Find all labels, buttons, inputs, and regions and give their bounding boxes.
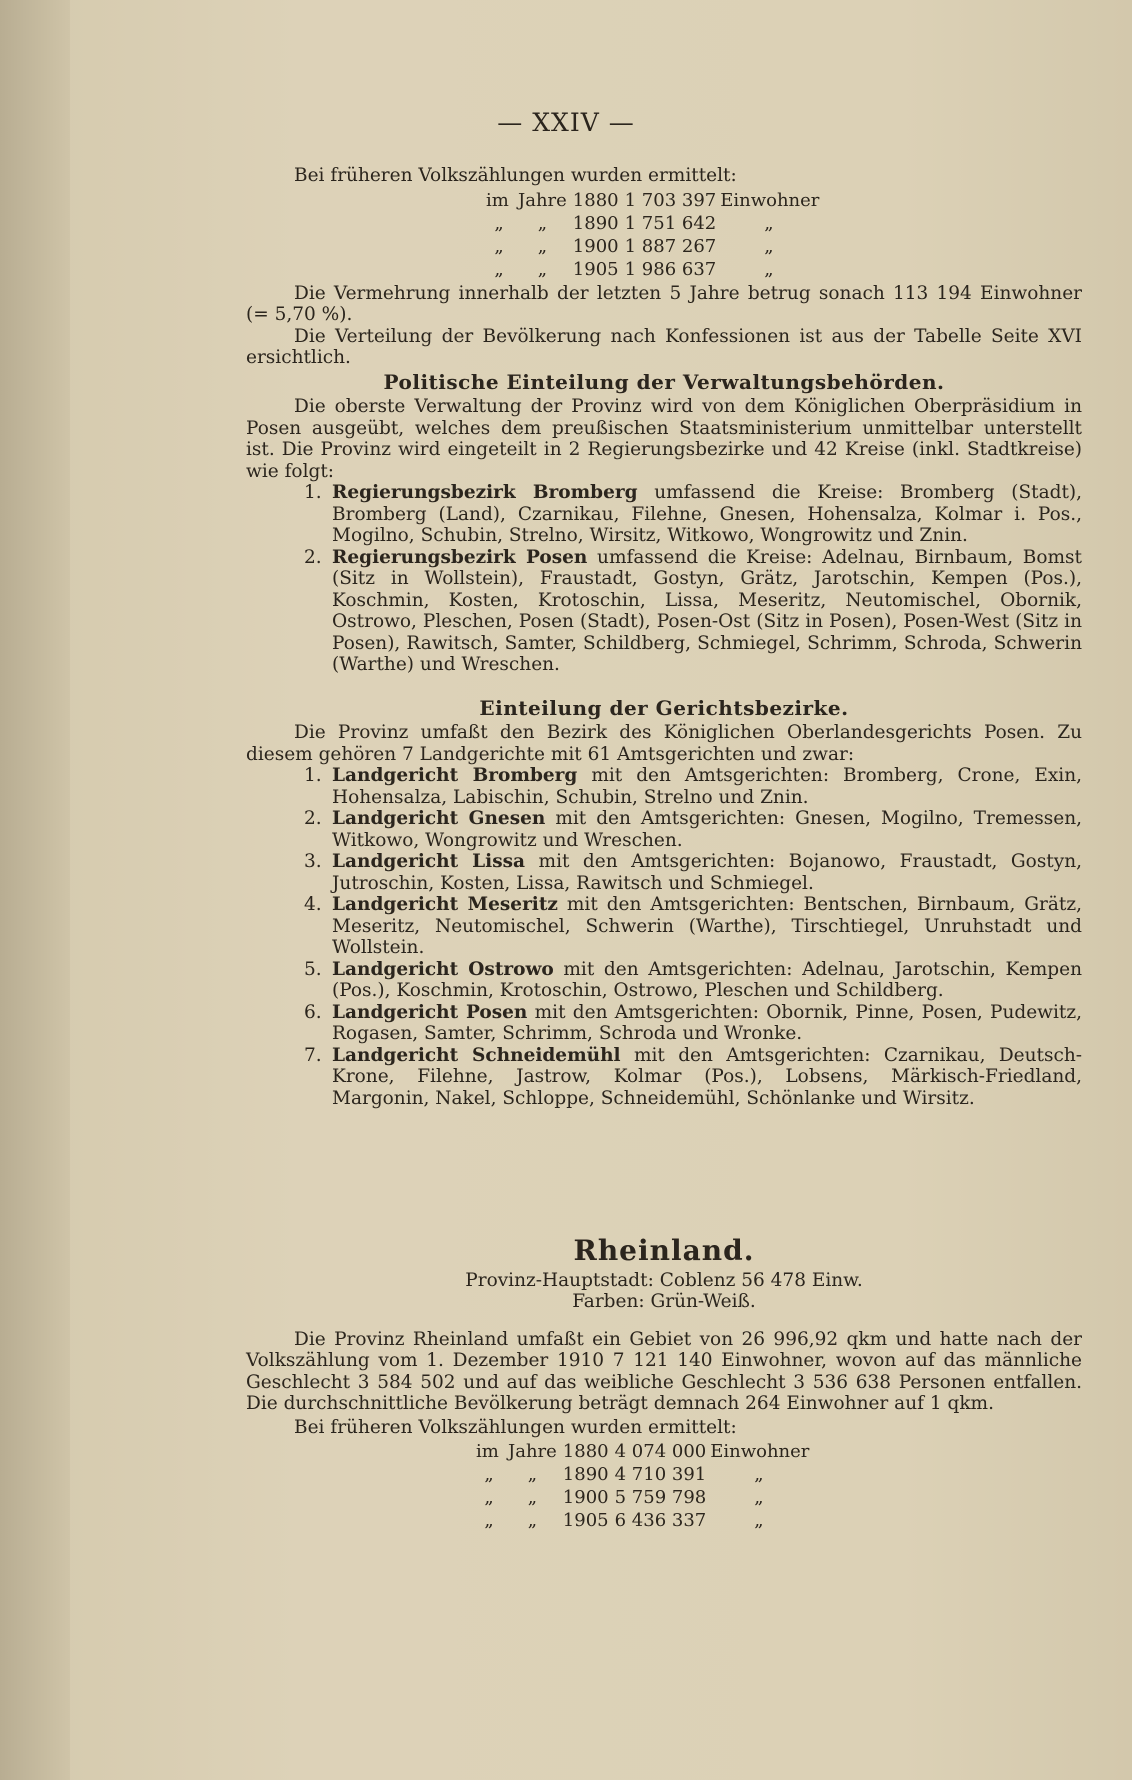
page-number: — XXIV — xyxy=(497,108,635,137)
census-prefix: im xyxy=(486,189,509,211)
census-row xyxy=(476,1463,815,1486)
list-number: 7. xyxy=(304,1044,322,1066)
court-name: Landgericht Ostrowo xyxy=(332,958,554,980)
posen-census-table xyxy=(486,189,825,281)
census-year: 1905 xyxy=(572,258,619,280)
census-value: 4 710 391 xyxy=(614,1464,707,1485)
census-unit: Einwohner xyxy=(710,1441,810,1462)
census-value: 1 751 642 xyxy=(624,212,717,234)
census-row xyxy=(486,258,825,281)
court-text: mit den Amtsgerichten: Bojanowo, Fraustadt, Gostyn, Jutroschin, Kosten, Lissa, Rawitsch und Schmiegel. xyxy=(332,851,1082,894)
posen-confessions: Die Verteilung der Bevölkerung nach Konfessionen ist aus der Tabelle Seite XVI ersichtlich. xyxy=(246,325,1082,368)
rheinland-section xyxy=(246,1234,1082,1534)
district-name: Regierungsbezirk Posen xyxy=(332,546,588,568)
census-unit: „ xyxy=(754,1487,764,1508)
rheinland-census-table xyxy=(476,1440,815,1532)
census-value: 5 759 798 xyxy=(614,1487,707,1508)
court-text: mit den Amtsgerichten: Czarnikau, Deutsch-Krone, Filehne, Jastrow, Kolmar (Pos.), Lobsens, Märkisch-Friedland, Margonin, Nakel, Schloppe, Schneidemühl, Schönlanke und Wirsitz. xyxy=(332,1044,1082,1109)
court-list-item xyxy=(246,851,1082,894)
census-year: 1880 xyxy=(572,189,619,211)
court-list-item xyxy=(246,808,1082,851)
court-list-item xyxy=(246,1045,1082,1110)
list-number: 1. xyxy=(304,482,322,503)
list-number: 6. xyxy=(304,1001,322,1023)
census-prefix: „ xyxy=(494,212,504,234)
court-text: mit den Amtsgerichten: Adelnau, Jarotschin, Kempen (Pos.), Koschmin, Krotoschin, Ostrowo, Pleschen und Schildberg. xyxy=(332,958,1082,1001)
court-name: Landgericht Bromberg xyxy=(332,765,578,786)
census-unit: „ xyxy=(764,258,774,280)
census-unit: Einwohner xyxy=(720,189,820,211)
posen-section xyxy=(246,165,1082,1109)
admin-list xyxy=(246,482,1082,676)
court-list-item xyxy=(246,894,1082,959)
court-list-item xyxy=(246,1002,1082,1045)
census-unit: „ xyxy=(764,212,774,234)
census-prefix: „ xyxy=(494,258,504,280)
census-prefix: „ xyxy=(484,1510,494,1531)
census-row xyxy=(486,235,825,258)
admin-heading: Politische Einteilung der Verwaltungsbehörden. xyxy=(383,369,945,394)
rheinland-heading: Rheinland. xyxy=(573,1234,755,1267)
census-value: 1 887 267 xyxy=(624,235,717,257)
census-value: 1 986 637 xyxy=(624,258,717,280)
court-heading: Einteilung der Gerichtsbezirke. xyxy=(479,695,849,720)
court-list xyxy=(246,765,1082,1109)
court-name: Landgericht Gnesen xyxy=(332,808,546,829)
census-row xyxy=(486,212,825,235)
list-number: 3. xyxy=(304,851,322,872)
census-prefix: „ xyxy=(527,1487,538,1508)
census-value: 6 436 337 xyxy=(614,1510,707,1531)
census-prefix: „ xyxy=(484,1487,494,1508)
court-name: Landgericht Schneidemühl xyxy=(332,1044,621,1066)
court-name: Landgericht Posen xyxy=(332,1001,528,1023)
census-prefix: im xyxy=(476,1441,499,1462)
census-unit: „ xyxy=(764,235,774,257)
court-text: mit den Amtsgerichten: Gnesen, Mogilno, Tremessen, Witkowo, Wongrowitz und Wreschen. xyxy=(332,808,1082,851)
census-prefix: „ xyxy=(537,235,548,257)
posen-increase: Die Vermehrung innerhalb der letzten 5 Jahre betrug sonach 113 194 Einwohner (= 5,70 %). xyxy=(246,282,1082,325)
census-row xyxy=(476,1486,815,1509)
census-prefix: „ xyxy=(484,1464,494,1485)
rheinland-intro: Die Provinz Rheinland umfaßt ein Gebiet von 26 996,92 qkm und hatte nach der Volkszählung vom 1. Dezember 1910 7 121 140 Einwohner, wovon auf das männliche Geschlecht 3 584 502 und auf das weibliche Geschlecht 3 536 638 Personen entfallen. Die durchschnittliche Bevölkerung beträgt demnach 264 Einwohner auf 1 qkm. xyxy=(246,1328,1082,1414)
census-value: 4 074 000 xyxy=(614,1441,707,1462)
list-number: 4. xyxy=(304,894,322,915)
rheinland-colors: Farben: Grün-Weiß. xyxy=(572,1291,756,1312)
census-year: 1890 xyxy=(562,1464,609,1485)
census-prefix: Jahre xyxy=(518,189,567,211)
rheinland-census-intro: Bei früheren Volkszählungen wurden ermittelt: xyxy=(294,1416,737,1438)
census-year: 1905 xyxy=(562,1510,609,1531)
district-name: Regierungsbezirk Bromberg xyxy=(332,482,638,503)
list-number: 1. xyxy=(304,765,322,786)
court-text: mit den Amtsgerichten: Bromberg, Crone, Exin, Hohensalza, Labischin, Schubin, Strelno und Znin. xyxy=(332,765,1082,808)
census-row xyxy=(476,1440,815,1463)
census-prefix: „ xyxy=(494,235,504,257)
posen-census-intro: Bei früheren Volkszählungen wurden ermittelt: xyxy=(294,165,737,186)
census-year: 1900 xyxy=(562,1487,609,1508)
census-row xyxy=(486,189,825,212)
admin-intro: Die oberste Verwaltung der Provinz wird von dem Königlichen Oberpräsidium in Posen ausgeübt, welches dem preußischen Staatsministerium unmittelbar unterstellt ist. Die Provinz wird eingeteilt in 2 Regierungsbezirke und 42 Kreise (inkl. Stadtkreise) wie folgt: xyxy=(246,396,1082,482)
court-text: mit den Amtsgerichten: Obornik, Pinne, Posen, Pudewitz, Rogasen, Samter, Schrimm, Schroda und Wronke. xyxy=(332,1001,1082,1044)
court-list-item xyxy=(246,765,1082,808)
court-text: mit den Amtsgerichten: Bentschen, Birnbaum, Grätz, Meseritz, Neutomischel, Schwerin (Warthe), Tirschtiegel, Unruhstadt und Wollstein. xyxy=(332,894,1082,958)
district-text: umfassend die Kreise: Adelnau, Birnbaum, Bomst (Sitz in Wollstein), Fraustadt, Gostyn, Grätz, Jarotschin, Kempen (Pos.), Koschmin, Kosten, Krotoschin, Lissa, Meseritz, Neutomischel, Obornik, Ostrowo, Pleschen, Posen (Stadt), Posen-Ost (Sitz in Posen), Posen-West (Sitz in Posen), Rawitsch, Samter, Schildberg, Schmiegel, Schrimm, Schroda, Schwerin (Warthe) und Wreschen. xyxy=(332,546,1082,675)
court-name: Landgericht Lissa xyxy=(332,851,526,872)
census-prefix: „ xyxy=(527,1464,538,1485)
admin-list-item xyxy=(246,547,1082,676)
list-number: 2. xyxy=(304,546,322,568)
census-unit: „ xyxy=(754,1464,764,1485)
book-gutter xyxy=(0,0,70,1780)
census-prefix: „ xyxy=(527,1510,538,1531)
rheinland-capital: Provinz-Hauptstadt: Coblenz 56 478 Einw. xyxy=(465,1269,863,1291)
census-prefix: Jahre xyxy=(508,1441,557,1462)
census-year: 1890 xyxy=(572,212,619,234)
census-prefix: „ xyxy=(537,258,548,280)
census-unit: „ xyxy=(754,1510,764,1531)
census-year: 1880 xyxy=(562,1441,609,1462)
court-list-item xyxy=(246,959,1082,1002)
district-text: umfassend die Kreise: Bromberg (Stadt), Bromberg (Land), Czarnikau, Filehne, Gnesen, Hohensalza, Kolmar i. Pos., Mogilno, Schubin, Strelno, Wirsitz, Witkowo, Wongrowitz und Znin. xyxy=(332,482,1082,546)
list-number: 2. xyxy=(304,808,322,829)
court-intro: Die Provinz umfaßt den Bezirk des Königlichen Oberlandesgerichts Posen. Zu diesem gehören 7 Landgerichte mit 61 Amtsgerichten und zwar: xyxy=(246,722,1082,765)
census-year: 1900 xyxy=(572,235,619,257)
court-name: Landgericht Meseritz xyxy=(332,894,558,915)
census-value: 1 703 397 xyxy=(624,189,717,211)
list-number: 5. xyxy=(304,958,322,980)
census-prefix: „ xyxy=(537,212,548,234)
census-row xyxy=(476,1509,815,1532)
admin-list-item xyxy=(246,482,1082,547)
